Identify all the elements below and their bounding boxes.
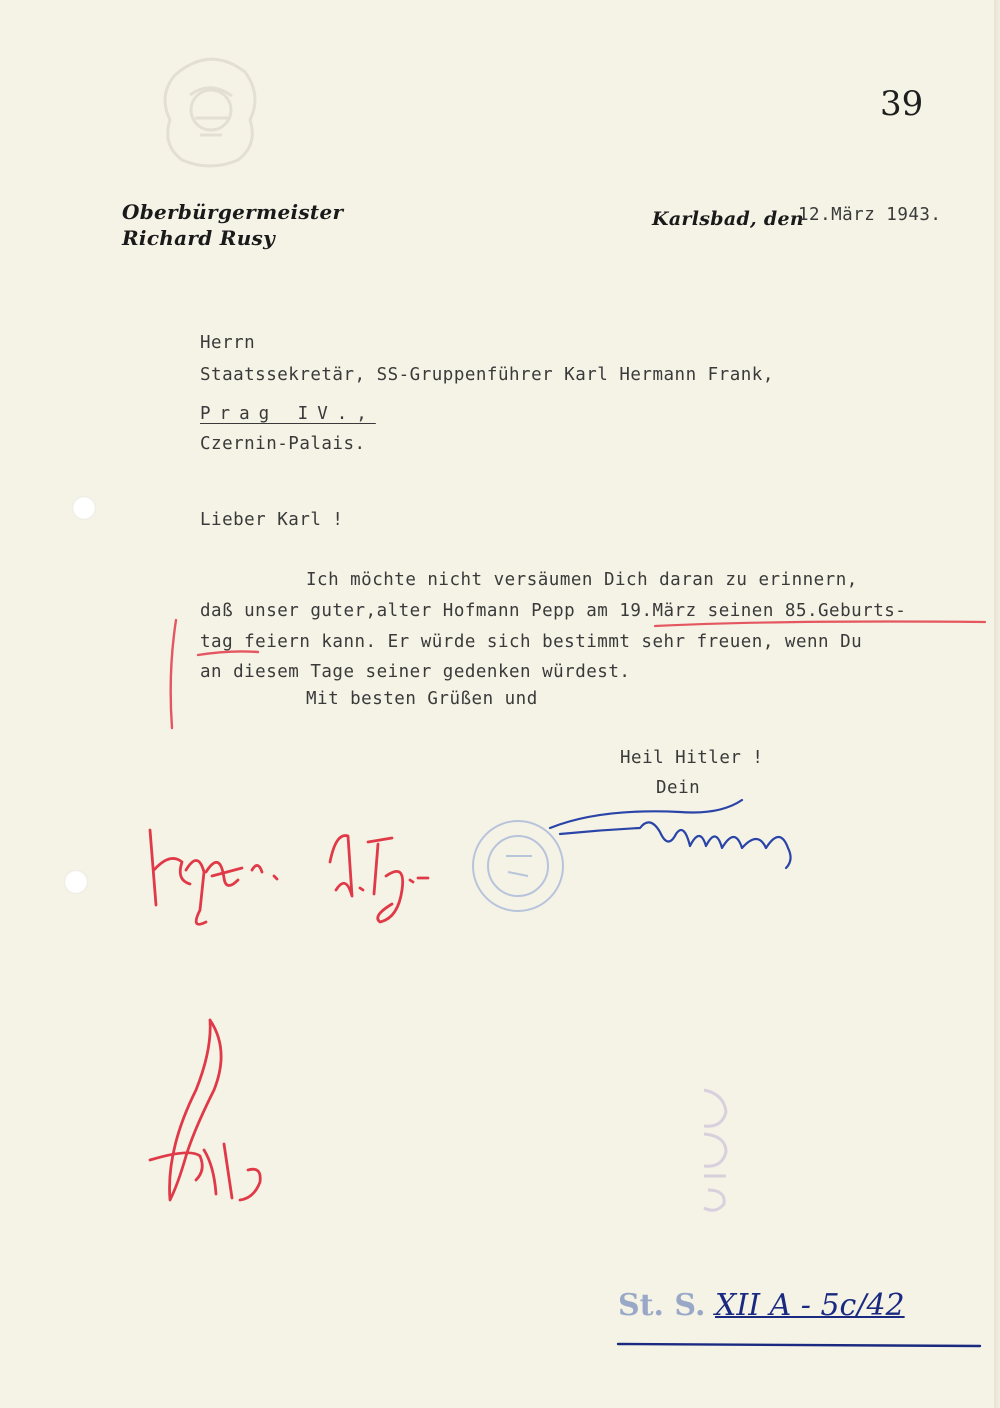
closing-dein: Dein xyxy=(656,778,701,798)
filing-underline xyxy=(618,1344,980,1346)
registry-stamp-icon xyxy=(473,821,563,911)
red-underline-date xyxy=(655,622,985,627)
register-number-stamp-icon xyxy=(704,1090,726,1210)
address-recipient: Staatssekretär, SS-Gruppenführer Karl Hermann Frank, xyxy=(200,365,774,385)
letterhead-name: Richard Rusy xyxy=(122,226,276,250)
filing-reference xyxy=(618,1288,905,1323)
body-line-3-marked: tag feiern xyxy=(200,632,311,652)
red-handwritten-initials xyxy=(150,1020,260,1200)
place-label: Karlsbad, den xyxy=(652,208,804,230)
body-line-2-text: daß unser guter,alter Hofmann Pepp am xyxy=(200,601,620,621)
address-salutation: Herrn xyxy=(200,333,256,353)
body-line-2-marked: 19.März seinen 85.Geburts- xyxy=(619,601,907,621)
letter-date: 12.März 1943. xyxy=(798,205,942,225)
red-margin-line xyxy=(171,620,176,728)
signature-icon xyxy=(550,800,791,868)
body-line-5: Mit besten Grüßen und xyxy=(306,689,538,709)
page-number: 39 xyxy=(880,84,924,124)
greeting: Lieber Karl ! xyxy=(200,510,344,530)
address-street: Czernin-Palais. xyxy=(200,434,366,454)
red-handwritten-note-1 xyxy=(150,830,277,924)
body-line-3-text: kann. Er würde sich bestimmt sehr freuen, wenn Du xyxy=(310,632,863,652)
body-line-1: Ich möchte nicht versäumen Dich daran zu erinnern, xyxy=(306,570,858,590)
red-underline-tag xyxy=(198,651,258,655)
closing-heil: Heil Hitler ! xyxy=(620,748,764,768)
address-city: Prag IV., xyxy=(200,404,376,424)
red-handwritten-note-2 xyxy=(330,836,428,922)
letterhead-title: Oberbürgermeister xyxy=(122,200,344,224)
body-line-4: an diesem Tage seiner gedenken würdest. xyxy=(200,662,631,682)
filing-handwritten: XII A - 5c/42 xyxy=(715,1288,905,1323)
filing-stamp: St. S. xyxy=(618,1288,706,1323)
